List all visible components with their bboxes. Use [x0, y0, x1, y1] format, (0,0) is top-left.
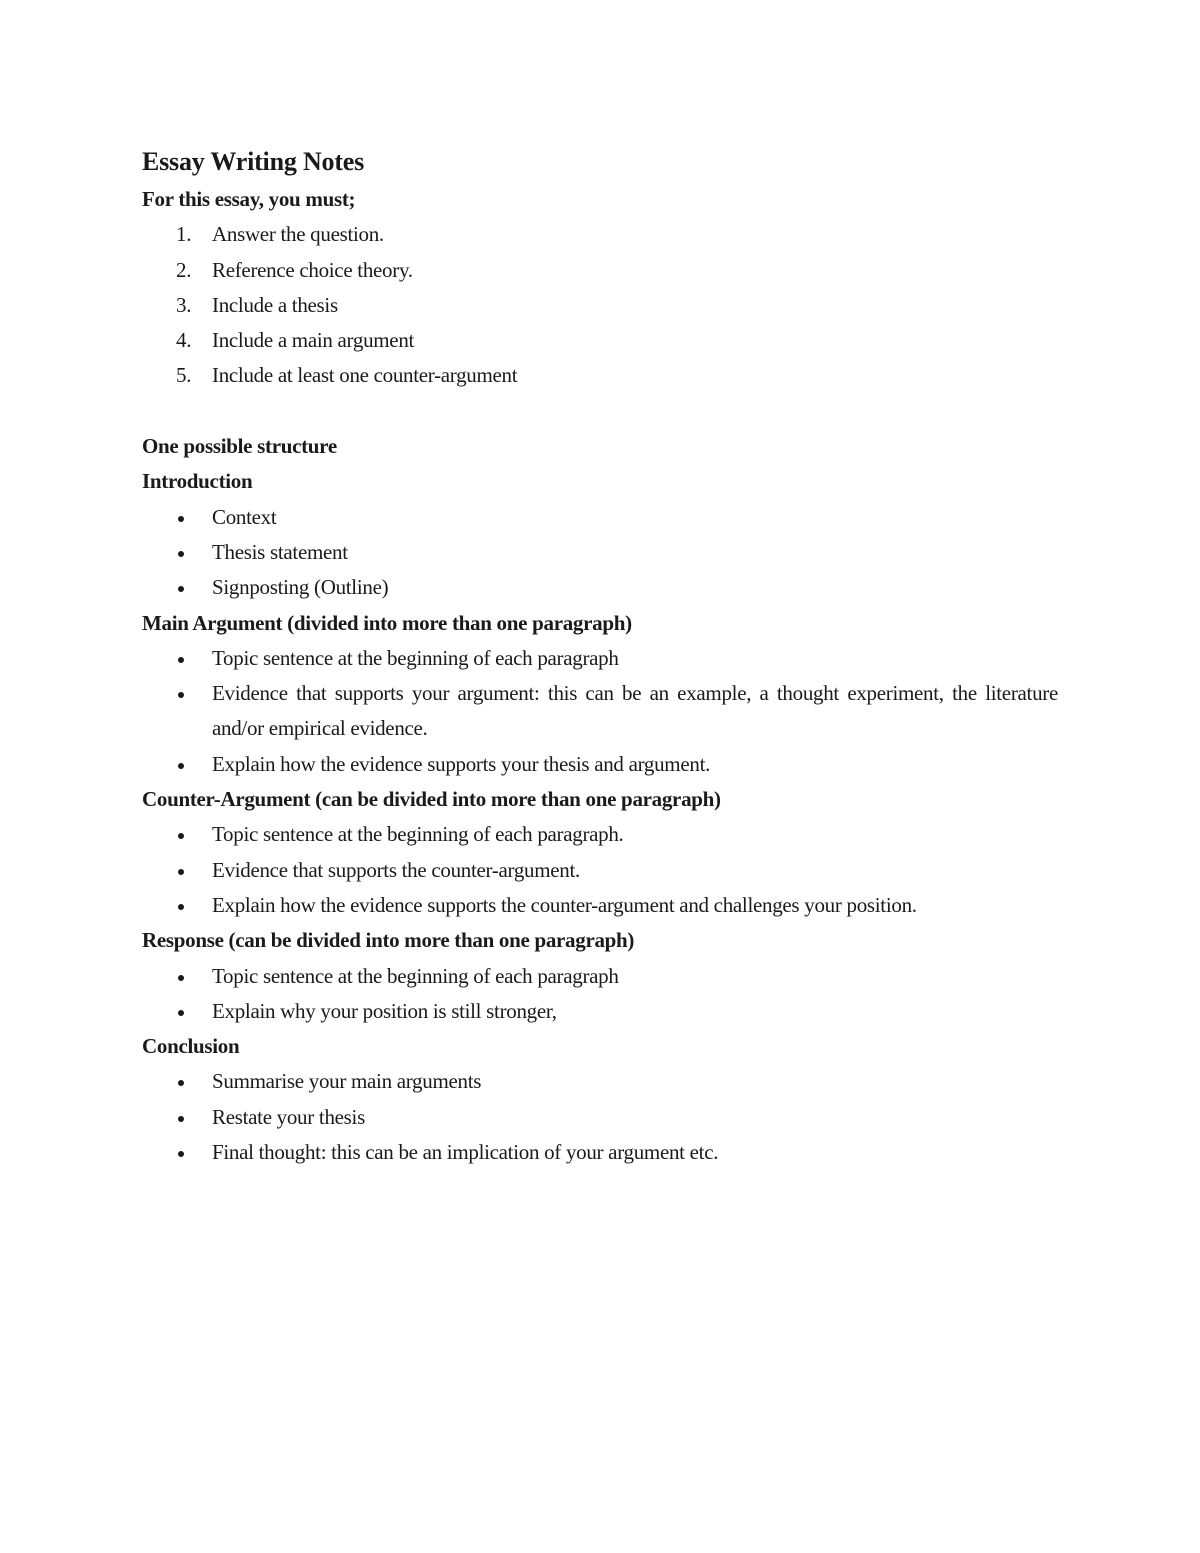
response-list: [142, 959, 1062, 1030]
list-item-text: Explain how the evidence supports the counter-argument and challenges your position.: [212, 892, 917, 917]
main-argument-list: [142, 641, 1062, 782]
introduction-list: [142, 500, 1062, 606]
document-page: [142, 142, 1062, 1170]
counter-argument-list: [142, 817, 1062, 923]
list-item-text: Topic sentence at the beginning of each paragraph: [212, 645, 619, 670]
list-item: [142, 676, 1058, 747]
list-item: [142, 888, 1062, 923]
requirement-item: [142, 288, 1062, 323]
requirement-item: [142, 253, 1062, 288]
list-item-text: Summarise your main arguments: [212, 1069, 482, 1094]
requirement-item: [142, 217, 1062, 252]
list-item: [142, 500, 1062, 535]
bullet-icon: [178, 516, 184, 522]
bullet-icon: [178, 551, 184, 557]
list-item: [142, 570, 1062, 605]
bullet-icon: [178, 586, 184, 592]
list-item-text: Thesis statement: [212, 539, 348, 564]
bullet-icon: [178, 833, 184, 839]
section-heading-main-argument: Main Argument (divided into more than one paragraph): [142, 610, 632, 635]
section-heading-counter-argument: Counter-Argument (can be divided into more than one paragraph): [142, 787, 721, 812]
requirement-item: [142, 323, 1062, 358]
list-item: [142, 747, 1062, 782]
list-number: 2.: [176, 257, 192, 282]
list-number: 3.: [176, 292, 192, 317]
bullet-icon: [178, 1080, 184, 1086]
requirement-text: Reference choice theory.: [212, 257, 413, 282]
list-item-text: Context: [212, 504, 277, 529]
list-item-text: Topic sentence at the beginning of each paragraph.: [212, 822, 624, 847]
requirements-heading: For this essay, you must;: [142, 187, 356, 211]
bullet-icon: [178, 975, 184, 981]
conclusion-list: [142, 1064, 1062, 1170]
bullet-icon: [178, 1010, 184, 1016]
list-item-text: Topic sentence at the beginning of each paragraph: [212, 963, 619, 988]
list-number: 5.: [176, 363, 192, 388]
list-item: [142, 817, 1062, 852]
list-number: 1.: [176, 222, 192, 247]
list-item-text: Evidence that supports the counter-argument.: [212, 857, 580, 882]
requirement-text: Include a main argument: [212, 328, 415, 353]
list-number: 4.: [176, 328, 192, 353]
document-title: Essay Writing Notes: [142, 147, 365, 176]
bullet-icon: [178, 657, 184, 663]
list-item: [142, 1100, 1062, 1135]
list-item: [142, 994, 1062, 1029]
requirement-text: Answer the question.: [212, 222, 384, 247]
list-item: [142, 535, 1062, 570]
list-item-text: Signposting (Outline): [212, 575, 389, 600]
section-heading-introduction: Introduction: [142, 469, 253, 494]
list-item: [142, 1135, 1062, 1170]
list-item-text: Restate your thesis: [212, 1104, 365, 1129]
list-item: [142, 959, 1062, 994]
list-item: [142, 641, 1062, 676]
bullet-icon: [178, 904, 184, 910]
blank-line: [142, 394, 1062, 429]
structure-heading: One possible structure: [142, 434, 337, 459]
bullet-icon: [178, 869, 184, 875]
section-heading-response: Response (can be divided into more than one paragraph): [142, 928, 635, 953]
requirements-list: [142, 217, 1062, 393]
requirement-item: [142, 358, 1062, 393]
bullet-icon: [178, 763, 184, 769]
bullet-icon: [178, 1151, 184, 1157]
list-item-text: Explain why your position is still stronger,: [212, 998, 557, 1023]
bullet-icon: [178, 1116, 184, 1122]
section-heading-conclusion: Conclusion: [142, 1034, 240, 1059]
list-item-text: Evidence that supports your argument: this can be an example, a thought experiment, the literature and/or empirical evidence.: [212, 681, 1058, 741]
bullet-icon: [178, 692, 184, 698]
list-item-text: Explain how the evidence supports your thesis and argument.: [212, 751, 711, 776]
list-item: [142, 1064, 1062, 1099]
list-item: [142, 853, 1062, 888]
requirement-text: Include at least one counter-argument: [212, 363, 518, 388]
requirement-text: Include a thesis: [212, 292, 338, 317]
list-item-text: Final thought: this can be an implication of your argument etc.: [212, 1140, 719, 1165]
